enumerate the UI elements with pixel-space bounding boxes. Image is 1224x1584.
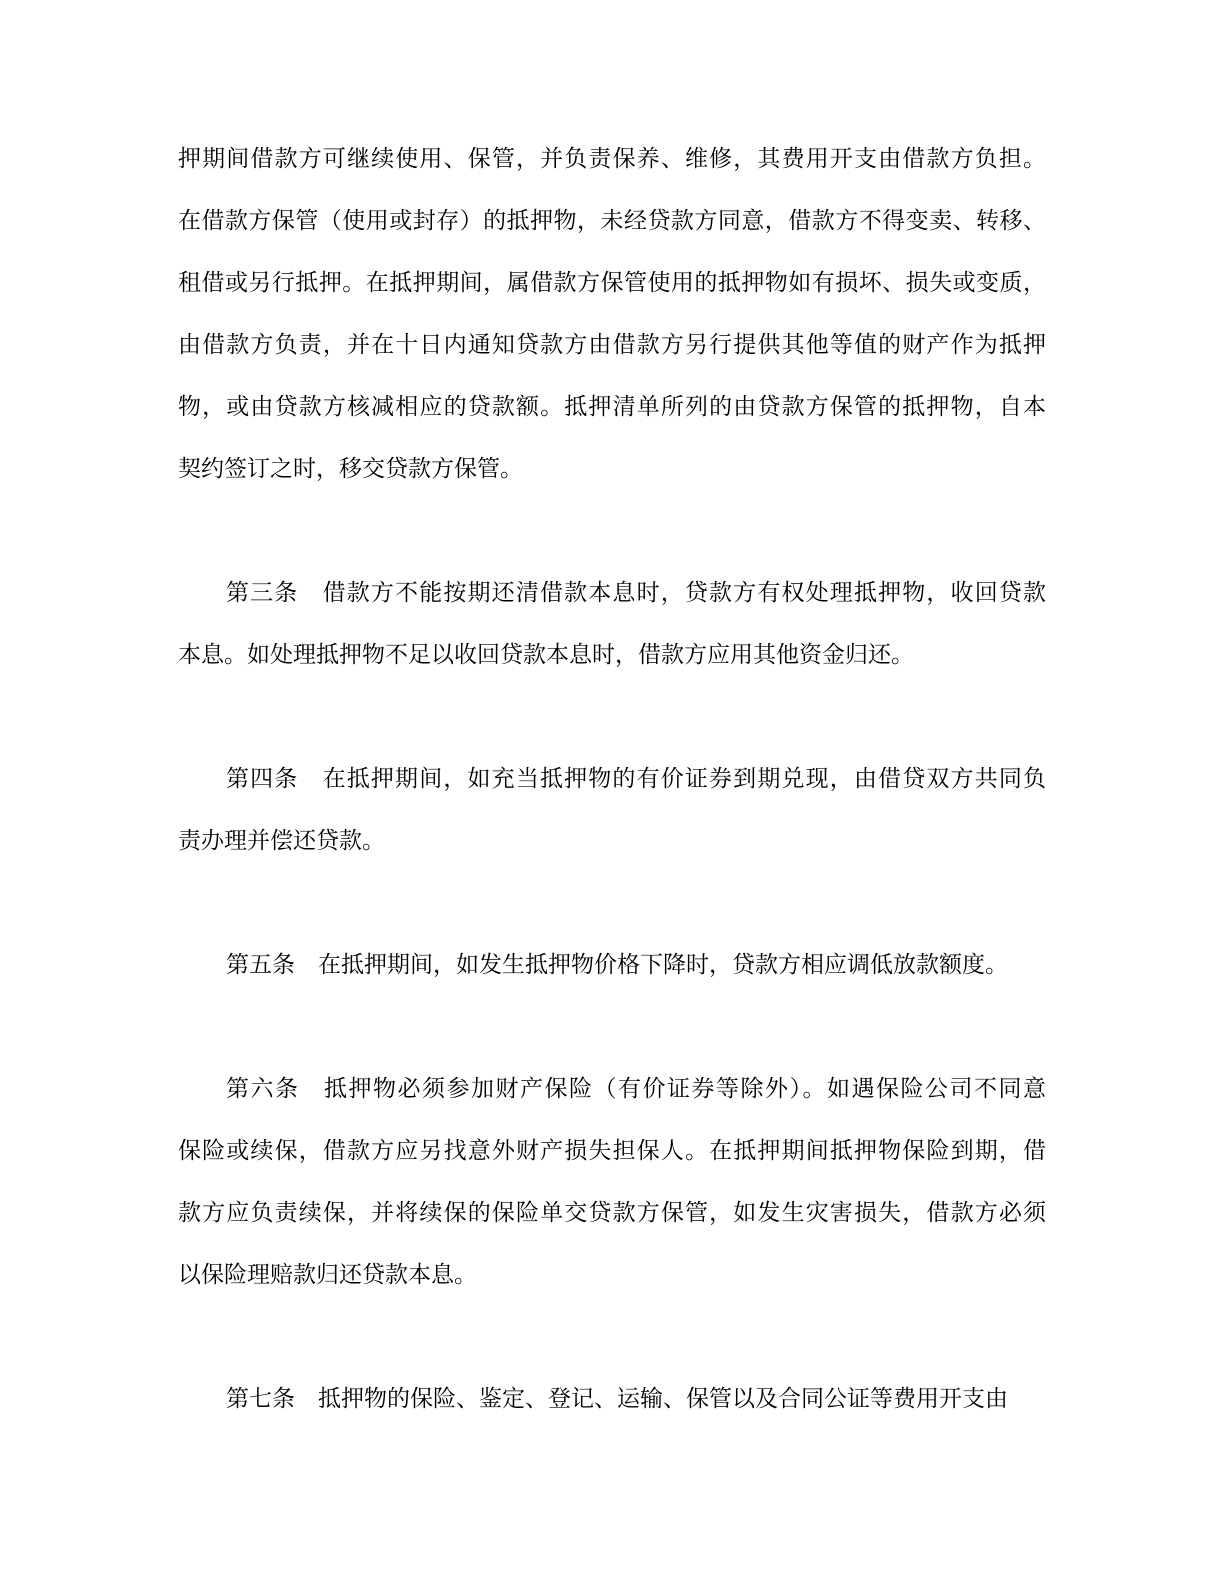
paragraph xyxy=(178,748,1046,872)
text-line: 由借款方负责，并在十日内通知贷款方由借款方另行提供其他等值的财产作为抵押 xyxy=(178,332,1046,357)
paragraph xyxy=(178,1368,1046,1430)
paragraph xyxy=(178,1058,1046,1306)
text-line: 责办理并偿还贷款。 xyxy=(178,828,385,853)
text-line: 以保险理赔款归还贷款本息。 xyxy=(178,1262,477,1287)
text-line: 第六条 抵押物必须参加财产保险（有价证券等除外）。如遇保险公司不同意 xyxy=(226,1076,1046,1101)
text-line: 租借或另行抵押。在抵押期间，属借款方保管使用的抵押物如有损坏、损失或变质， xyxy=(178,270,1046,295)
text-line: 在借款方保管（使用或封存）的抵押物，未经贷款方同意，借款方不得变卖、转移、 xyxy=(178,208,1046,233)
contract-text xyxy=(178,128,1046,1430)
text-line: 物，或由贷款方核减相应的贷款额。抵押清单所列的由贷款方保管的抵押物，自本 xyxy=(178,394,1046,419)
text-line: 契约签订之时，移交贷款方保管。 xyxy=(178,456,523,481)
paragraph xyxy=(178,934,1046,996)
text-line: 第四条 在抵押期间，如充当抵押物的有价证券到期兑现，由借贷双方共同负 xyxy=(226,766,1046,791)
text-line: 押期间借款方可继续使用、保管，并负责保养、维修，其费用开支由借款方负担。 xyxy=(178,146,1046,171)
paragraph xyxy=(178,562,1046,686)
text-line: 款方应负责续保，并将续保的保险单交贷款方保管，如发生灾害损失，借款方必须 xyxy=(178,1200,1046,1225)
text-line: 第三条 借款方不能按期还清借款本息时，贷款方有权处理抵押物，收回贷款 xyxy=(226,580,1046,605)
text-line: 本息。如处理抵押物不足以收回贷款本息时，借款方应用其他资金归还。 xyxy=(178,642,914,667)
text-line: 第七条 抵押物的保险、鉴定、登记、运输、保管以及合同公证等费用开支由 xyxy=(226,1386,1008,1411)
text-line: 第五条 在抵押期间，如发生抵押物价格下降时，贷款方相应调低放款额度。 xyxy=(226,952,1008,977)
text-line: 保险或续保，借款方应另找意外财产损失担保人。在抵押期间抵押物保险到期，借 xyxy=(178,1138,1046,1163)
paragraph xyxy=(178,128,1046,500)
